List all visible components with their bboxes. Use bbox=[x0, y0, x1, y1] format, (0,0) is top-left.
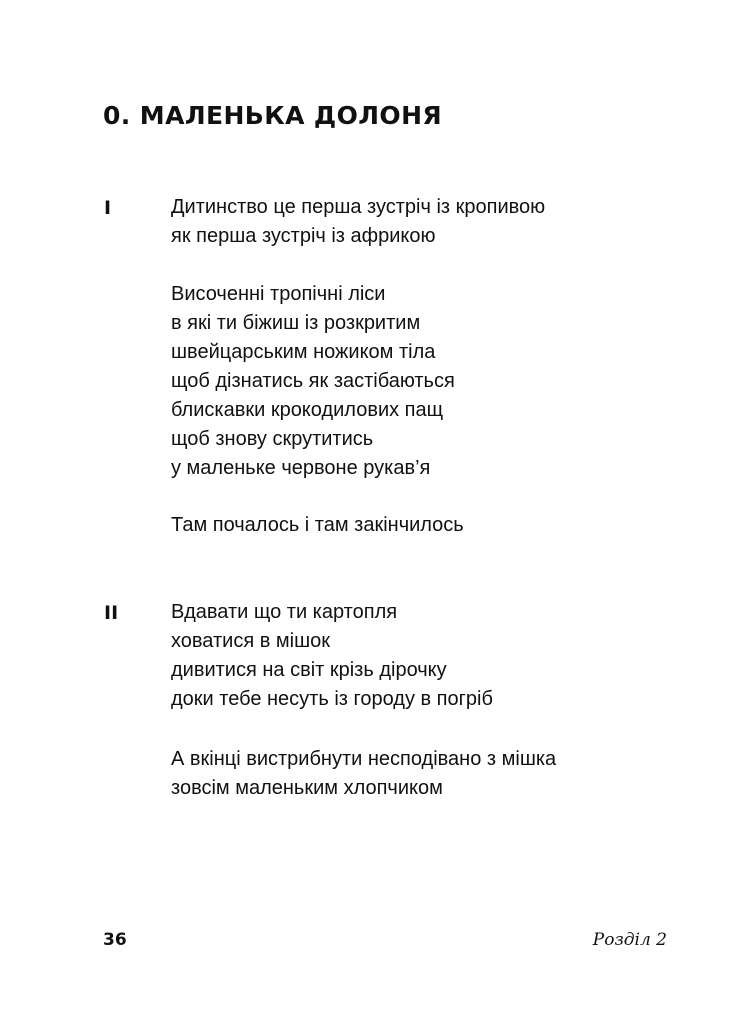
verse-line: як перша зустріч із африкою bbox=[171, 225, 436, 247]
verse-line: швейцарським ножиком тіла bbox=[171, 341, 436, 363]
verse-line: щоб дізнатись як застібаються bbox=[171, 370, 455, 392]
section-1-stanza-3 bbox=[171, 511, 464, 540]
section-1-stanza-1 bbox=[171, 193, 545, 251]
poem-title: 0. МАЛЕНЬКА ДОЛОНЯ bbox=[103, 101, 443, 130]
verse-line: Дитинство це перша зустріч із кропивою bbox=[171, 196, 546, 218]
section-2-stanza-1 bbox=[171, 598, 493, 714]
verse-line: ховатися в мішок bbox=[171, 630, 330, 652]
section-1-stanza-2 bbox=[171, 280, 455, 483]
verse-line: зовсім маленьким хлопчиком bbox=[171, 777, 443, 799]
verse-line: доки тебе несуть із городу в погріб bbox=[171, 688, 493, 710]
verse-line: в які ти біжиш із розкритим bbox=[171, 312, 421, 334]
verse-line: А вкінці вистрибнути несподівано з мішка bbox=[171, 748, 557, 770]
section-number-1: I bbox=[104, 197, 112, 219]
verse-line: у маленьке червоне рукав’я bbox=[171, 457, 431, 479]
verse-line: Височенні тропічні ліси bbox=[171, 283, 386, 305]
page-number: 36 bbox=[103, 930, 127, 950]
chapter-running-head: Розділ 2 bbox=[592, 930, 667, 950]
verse-line: блискавки крокодилових пащ bbox=[171, 399, 444, 421]
verse-line: щоб знову скрутитись bbox=[171, 428, 374, 450]
verse-line: дивитися на світ крізь дірочку bbox=[171, 659, 447, 681]
verse-line: Там почалось і там закінчилось bbox=[171, 514, 464, 536]
verse-line: Вдавати що ти картопля bbox=[171, 601, 398, 623]
section-2-stanza-2 bbox=[171, 745, 556, 803]
section-number-2: II bbox=[104, 602, 119, 624]
